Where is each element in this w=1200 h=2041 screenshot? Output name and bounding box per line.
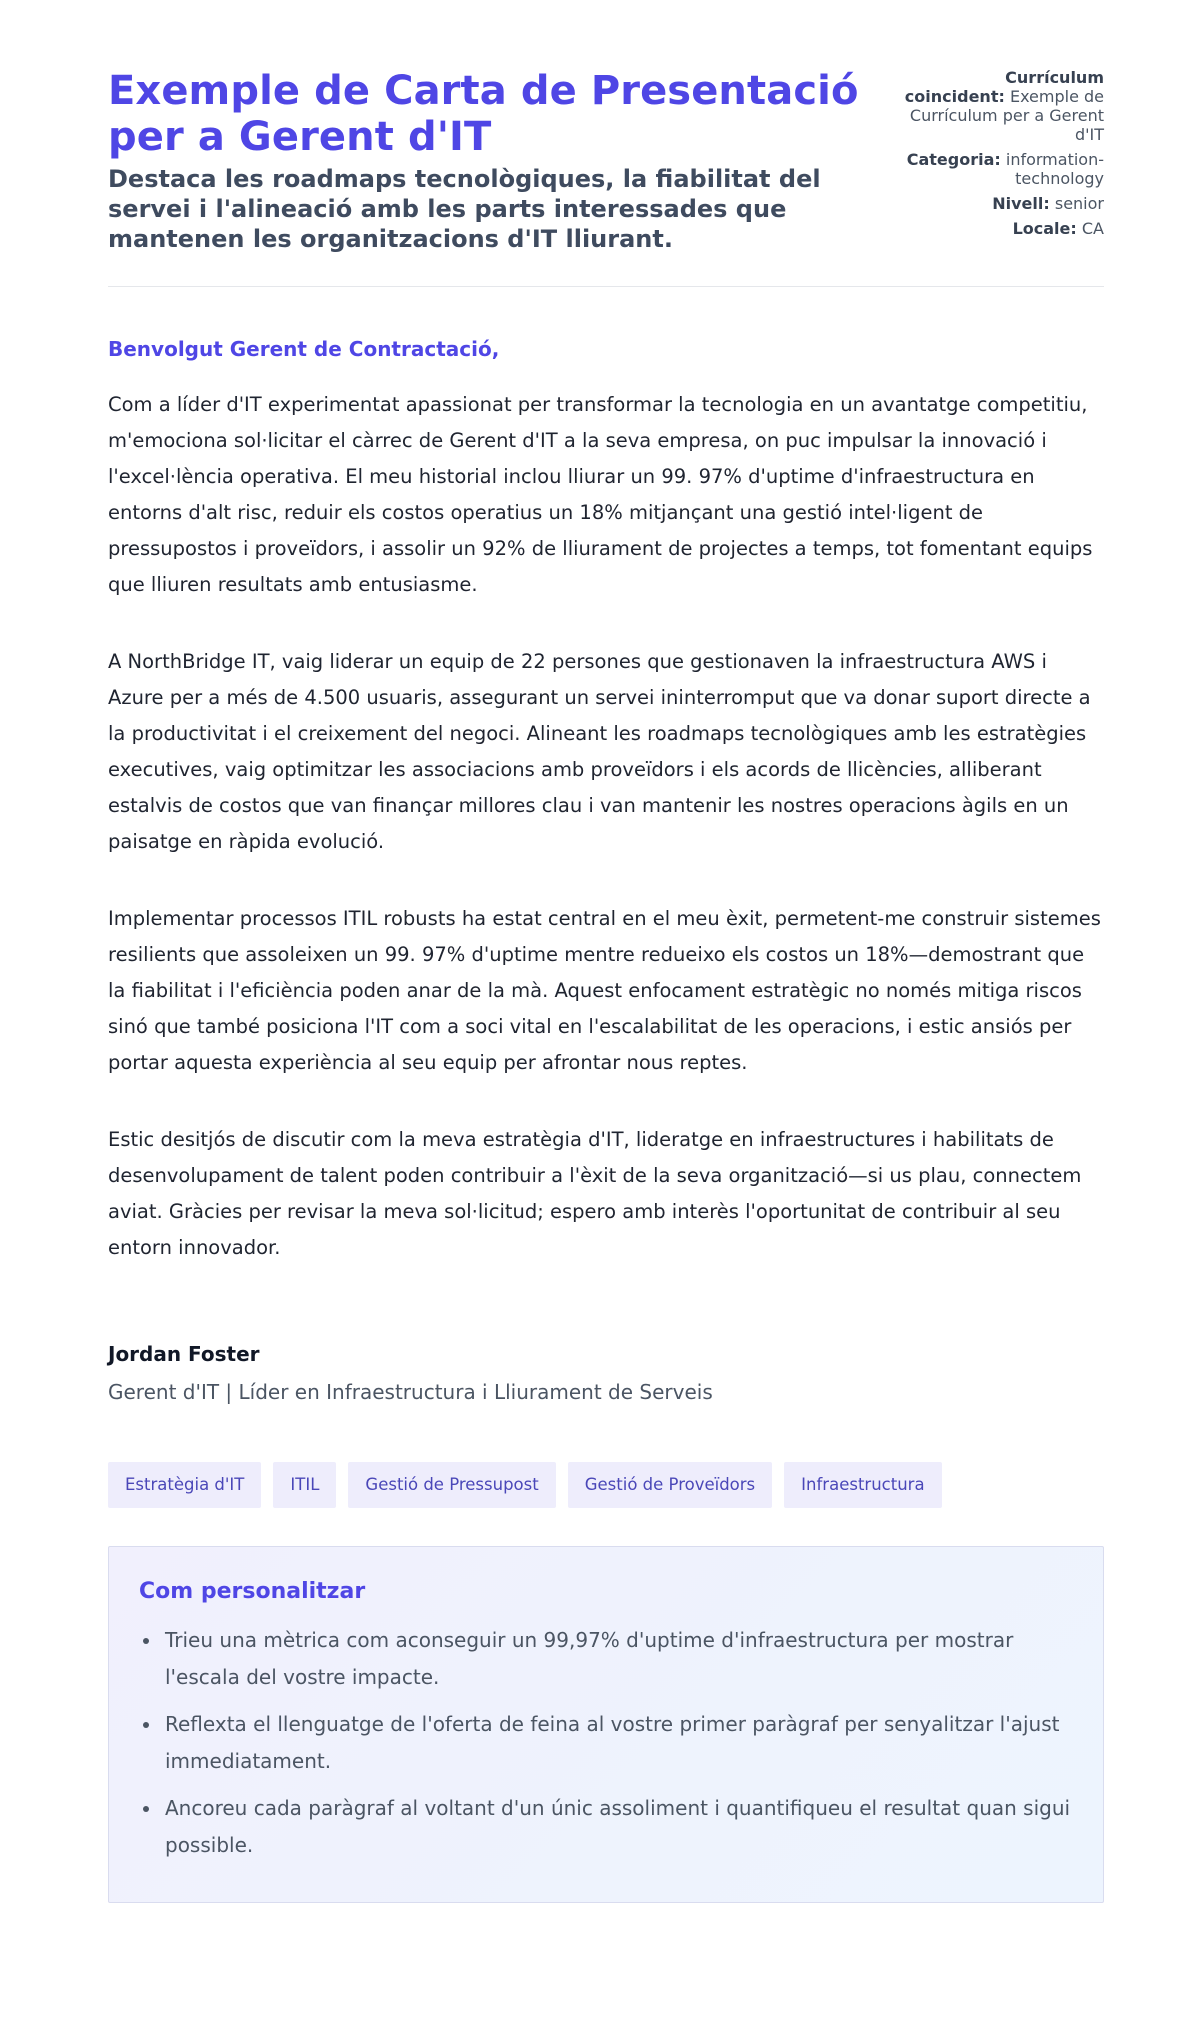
page-header <box>108 68 1104 287</box>
meta-locale <box>904 219 1104 238</box>
tip-item: Ancoreu cada paràgraf al voltant d'un únic assoliment i quantifiqueu el resultat quan sigui possible. <box>139 1790 1073 1864</box>
tips-list <box>139 1622 1073 1864</box>
skill-tag: Gestió de Proveïdors <box>568 1462 772 1508</box>
letter-paragraph: Com a líder d'IT experimentat apassionat per transformar la tecnologia en un avantatge competitiu, m'emociona sol·licitar el càrrec de Gerent d'IT a la seva empresa, on puc impulsar la innovació i l'excel·lència operativa. El meu historial inclou lliurar un 99. 97% d'uptime d'infraestructura en entorns d'alt risc, reduir els costos operatius un 18% mitjançant una gestió intel·ligent de pressupostos i proveïdors, i assolir un 92% de lliurament de projectes a temps, tot fomentant equips que lliuren resultats amb entusiasme. <box>108 393 1093 596</box>
letter-paragraph: Estic desitjós de discutir com la meva estratègia d'IT, lideratge en infraestructures i habilitats de desenvolupament de talent poden contribuir a l'èxit de la seva organització—si us plau, connectem aviat. Gràcies per revisar la meva sol·licitud; espero amb interès l'oportunitat de contribuir al seu entorn innovador. <box>108 1128 1082 1259</box>
skill-tag: Estratègia d'IT <box>108 1462 261 1508</box>
meta-value: CA <box>1081 219 1104 238</box>
skill-tag: Infraestructura <box>784 1462 941 1508</box>
letter-body <box>108 337 1104 1266</box>
meta-matched-resume <box>904 68 1104 144</box>
letter-paragraph: Implementar processos ITIL robusts ha estat central en el meu èxit, permetent-me construir sistemes resilients que assoleixen un 99. 97% d'uptime mentre redueixo els costos un 18%—demostrant que la fiabilitat i l'eficiència poden anar de la mà. Aquest enfocament estratègic no només mitiga riscos sinó que també posiciona l'IT com a soci vital en l'escalabilitat de les operacions, i estic ansiós per portar aquesta experiència al seu equip per afrontar nous reptes. <box>108 907 1101 1074</box>
signature-block <box>108 1342 1104 1404</box>
meta-panel <box>904 68 1104 244</box>
meta-label: Nivell: <box>992 194 1050 213</box>
meta-value: senior <box>1054 194 1104 213</box>
tip-item: Reflexta el llenguatge de l'oferta de feina al vostre primer paràgraf per senyalitzar l'ajust immediatament. <box>139 1706 1073 1780</box>
salutation: Benvolgut Gerent de Contractació, <box>108 337 500 361</box>
skill-tags <box>108 1462 1104 1508</box>
page-title: Exemple de Carta de Presentació per a Gerent d'IT <box>108 68 859 160</box>
meta-label: Locale: <box>1012 219 1077 238</box>
meta-label: Categoria: <box>906 150 1001 169</box>
tip-item: Trieu una mètrica com aconseguir un 99,97% d'uptime d'infraestructura per mostrar l'escala del vostre impacte. <box>139 1622 1073 1696</box>
letter-paragraph: A NorthBridge IT, vaig liderar un equip de 22 persones que gestionaven la infraestructura AWS i Azure per a més de 4.500 usuaris, assegurant un servei ininterromput que va donar suport directe a la productivitat i el creixement del negoci. Alineant les roadmaps tecnològiques amb les estratègies executives, vaig optimitzar les associacions amb proveïdors i els acords de llicències, alliberant estalvis de costos que van finançar millores clau i van mantenir les nostres operacions àgils en un paisatge en ràpida evolució. <box>108 650 1091 853</box>
customization-tips <box>108 1546 1104 1903</box>
meta-label: Currículum coincident: <box>904 68 1104 106</box>
signature-title: Gerent d'IT | Líder en Infraestructura i Lliurament de Serveis <box>108 1380 713 1404</box>
meta-category <box>904 150 1104 188</box>
signature-name: Jordan Foster <box>108 1342 260 1366</box>
skill-tag: ITIL <box>273 1462 336 1508</box>
meta-value: information-technology <box>1005 150 1104 188</box>
header-main <box>108 68 868 254</box>
page-subtitle: Destaca les roadmaps tecnològiques, la fiabilitat del servei i l'alineació amb les parts interessades que mantenen les organitzacions d'IT lliurant. <box>108 165 821 253</box>
meta-level <box>904 194 1104 213</box>
meta-value: Exemple de Currículum per a Gerent d'IT <box>909 87 1104 144</box>
tips-title: Com personalitzar <box>139 1579 366 1604</box>
skill-tag: Gestió de Pressupost <box>348 1462 555 1508</box>
